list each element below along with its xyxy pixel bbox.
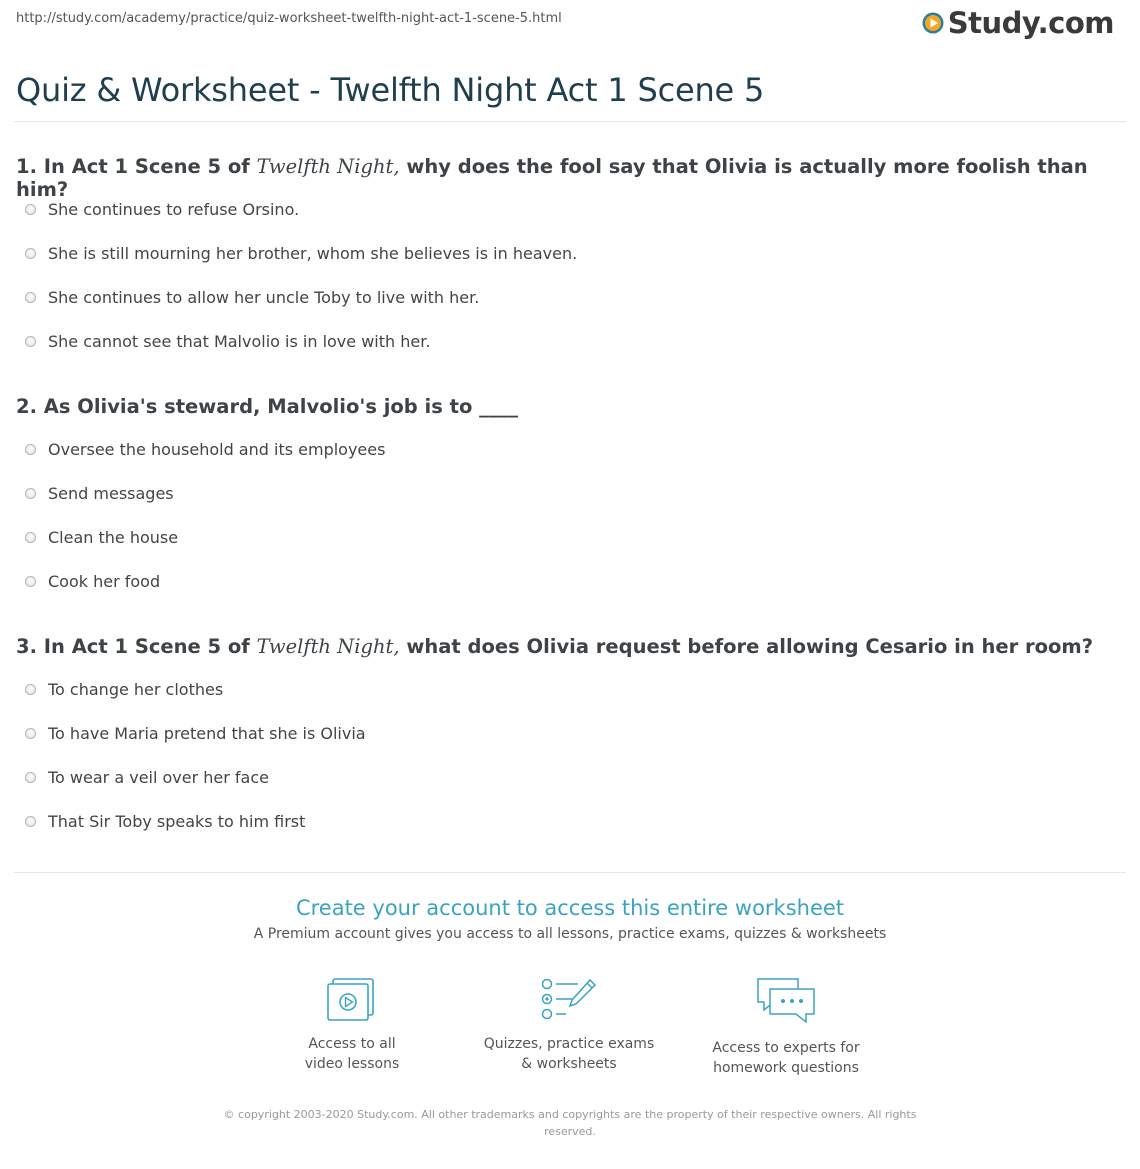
answer-label: Cook her food bbox=[48, 572, 161, 591]
page-url: http://study.com/academy/practice/quiz-worksheet-twelfth-night-act-1-scene-5.html bbox=[16, 11, 562, 26]
answer-option[interactable] bbox=[25, 572, 160, 591]
answer-option[interactable] bbox=[25, 812, 305, 831]
answer-option[interactable] bbox=[25, 440, 385, 459]
question-text: As Olivia's steward, Malvolio's job is to ____ bbox=[43, 395, 519, 418]
radio-button[interactable] bbox=[25, 248, 36, 259]
answer-option[interactable] bbox=[25, 680, 223, 699]
answer-label: To have Maria pretend that she is Olivia bbox=[48, 724, 366, 743]
answer-option[interactable] bbox=[25, 244, 577, 263]
copyright-footer: © copyright 2003-2020 Study.com. All other trademarks and copyrights are the property of their respective owners. All rights reserved. bbox=[223, 1108, 917, 1138]
answer-label: Send messages bbox=[48, 484, 174, 503]
radio-button[interactable] bbox=[25, 576, 36, 587]
answer-label: She is still mourning her brother, whom she believes is in heaven. bbox=[48, 244, 578, 263]
answer-option[interactable] bbox=[25, 724, 366, 743]
radio-button[interactable] bbox=[25, 772, 36, 783]
question-text: In Act 1 Scene 5 of bbox=[43, 155, 250, 178]
feature-label: Quizzes, practice exams & worksheets bbox=[483, 1036, 655, 1072]
answer-label: Clean the house bbox=[48, 528, 179, 547]
logo-text: Study.com bbox=[947, 6, 1114, 40]
answer-option[interactable] bbox=[25, 332, 430, 351]
answer-label: She continues to allow her uncle Toby to live with her. bbox=[48, 288, 480, 307]
question-text: In Act 1 Scene 5 of bbox=[43, 635, 250, 658]
feature-quizzes bbox=[469, 976, 669, 1074]
answer-option[interactable] bbox=[25, 528, 178, 547]
page-title: Quiz & Worksheet - Twelfth Night Act 1 Scene 5 bbox=[16, 71, 765, 109]
question-italic-title: Twelfth Night, bbox=[256, 635, 400, 658]
answer-label: To wear a veil over her face bbox=[48, 768, 269, 787]
question-number: 1. bbox=[16, 155, 37, 178]
answer-label: She cannot see that Malvolio is in love with her. bbox=[48, 332, 431, 351]
play-circle-icon bbox=[921, 11, 945, 35]
answer-option[interactable] bbox=[25, 200, 299, 219]
answer-label: She continues to refuse Orsino. bbox=[48, 200, 300, 219]
cta-subtitle: A Premium account gives you access to all lessons, practice exams, quizzes & worksheets bbox=[253, 926, 887, 942]
question-text-rest: what does Olivia request before allowing Cesario in her room? bbox=[406, 635, 1094, 658]
radio-button[interactable] bbox=[25, 444, 36, 455]
radio-button[interactable] bbox=[25, 816, 36, 827]
question-text-rest: why does the fool say that Olivia is actually more foolish than him? bbox=[16, 155, 1088, 201]
radio-button[interactable] bbox=[25, 684, 36, 695]
create-account-link[interactable]: Create your account to access this entire worksheet bbox=[295, 896, 845, 920]
radio-button[interactable] bbox=[25, 204, 36, 215]
answer-option[interactable] bbox=[25, 288, 479, 307]
feature-label: Access to experts for homework questions bbox=[712, 1040, 860, 1076]
answer-option[interactable] bbox=[25, 768, 269, 787]
question-1 bbox=[16, 155, 1140, 201]
radio-button[interactable] bbox=[25, 292, 36, 303]
answer-label: Oversee the household and its employees bbox=[48, 440, 386, 459]
radio-button[interactable] bbox=[25, 488, 36, 499]
study-logo[interactable] bbox=[921, 6, 1114, 40]
radio-button[interactable] bbox=[25, 532, 36, 543]
question-3 bbox=[16, 635, 1093, 658]
answer-option[interactable] bbox=[25, 484, 174, 503]
chat-bubbles-icon bbox=[754, 976, 818, 1026]
question-2 bbox=[16, 395, 518, 418]
video-lessons-icon bbox=[325, 976, 379, 1022]
feature-video-lessons bbox=[252, 976, 452, 1074]
answer-label: That Sir Toby speaks to him first bbox=[48, 812, 306, 831]
divider bbox=[14, 872, 1126, 873]
radio-button[interactable] bbox=[25, 336, 36, 347]
radio-button[interactable] bbox=[25, 728, 36, 739]
feature-label: Access to all video lessons bbox=[304, 1036, 400, 1072]
question-number: 2. bbox=[16, 395, 37, 418]
question-italic-title: Twelfth Night, bbox=[256, 155, 400, 178]
quiz-checklist-icon bbox=[540, 976, 598, 1022]
answer-label: To change her clothes bbox=[48, 680, 224, 699]
divider bbox=[14, 121, 1126, 122]
feature-experts bbox=[686, 976, 886, 1078]
question-number: 3. bbox=[16, 635, 37, 658]
